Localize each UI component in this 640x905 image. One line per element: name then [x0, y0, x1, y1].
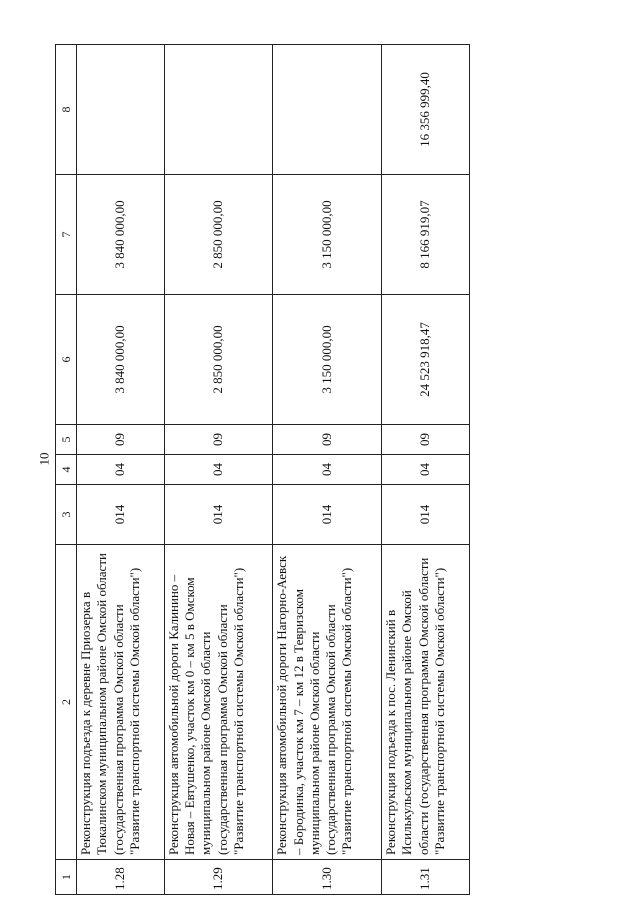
header-cell: 5 [56, 425, 77, 455]
row-code-4: 04 [164, 455, 273, 485]
row-code-4: 04 [77, 455, 165, 485]
row-code-3: 014 [164, 485, 273, 545]
row-description: Реконструкция подъезда к деревне Приозерка в Тюкалинском муниципальном районе Омской области (государственная программа Омской области "Развитие транспортной системы Омской области") [77, 545, 165, 860]
row-code-3: 014 [273, 485, 382, 545]
row-amount-7: 2 850 000,00 [164, 175, 273, 295]
row-amount-8 [77, 45, 165, 175]
header-cell: 1 [56, 860, 77, 895]
row-code-5: 09 [273, 425, 382, 455]
row-amount-6: 3 840 000,00 [77, 295, 165, 425]
row-code-3: 014 [77, 485, 165, 545]
page-number-text: 10 [36, 452, 51, 466]
header-cell: 7 [56, 175, 77, 295]
row-number: 1.29 [164, 860, 273, 895]
row-description: Реконструкция автомобильной дороги Нагорно-Аевск – Бородинка, участок км 7 – км 12 в Тевризском муниципальном районе Омской области (государственная программа Омской области "Развитие транспортной системы Омской области") [273, 545, 382, 860]
budget-table-rotated [55, 45, 470, 895]
row-amount-8: 16 356 999,40 [382, 45, 470, 175]
row-amount-8 [164, 45, 273, 175]
header-cell: 3 [56, 485, 77, 545]
header-cell: 2 [56, 545, 77, 860]
table-row [164, 45, 273, 895]
row-number: 1.28 [77, 860, 165, 895]
table-row [77, 45, 165, 895]
row-code-3: 014 [382, 485, 470, 545]
row-code-5: 09 [382, 425, 470, 455]
header-cell: 8 [56, 45, 77, 175]
page-number [34, 444, 54, 474]
row-number: 1.31 [382, 860, 470, 895]
row-amount-6: 2 850 000,00 [164, 295, 273, 425]
row-amount-8 [273, 45, 382, 175]
table-header-row [56, 45, 77, 895]
row-code-4: 04 [273, 455, 382, 485]
row-amount-6: 24 523 918,47 [382, 295, 470, 425]
row-code-4: 04 [382, 455, 470, 485]
row-amount-7: 3 150 000,00 [273, 175, 382, 295]
row-code-5: 09 [164, 425, 273, 455]
budget-table [55, 44, 470, 895]
row-description: Реконструкция подъезда к пос. Ленинский в Исилькульском муниципальном районе Омской области (государственная программа Омской области "Развитие транспортной системы Омской области") [382, 545, 470, 860]
row-code-5: 09 [77, 425, 165, 455]
row-description: Реконструкция автомобильной дороги Калинино – Новая – Евтушенко, участок км 0 – км 5 в Омском муниципальном районе Омской области (государственная программа Омской области "Развитие транспортной системы Омской области") [164, 545, 273, 860]
row-amount-7: 3 840 000,00 [77, 175, 165, 295]
table-row [382, 45, 470, 895]
row-amount-6: 3 150 000,00 [273, 295, 382, 425]
row-amount-7: 8 166 919,07 [382, 175, 470, 295]
header-cell: 6 [56, 295, 77, 425]
row-number: 1.30 [273, 860, 382, 895]
header-cell: 4 [56, 455, 77, 485]
table-row [273, 45, 382, 895]
